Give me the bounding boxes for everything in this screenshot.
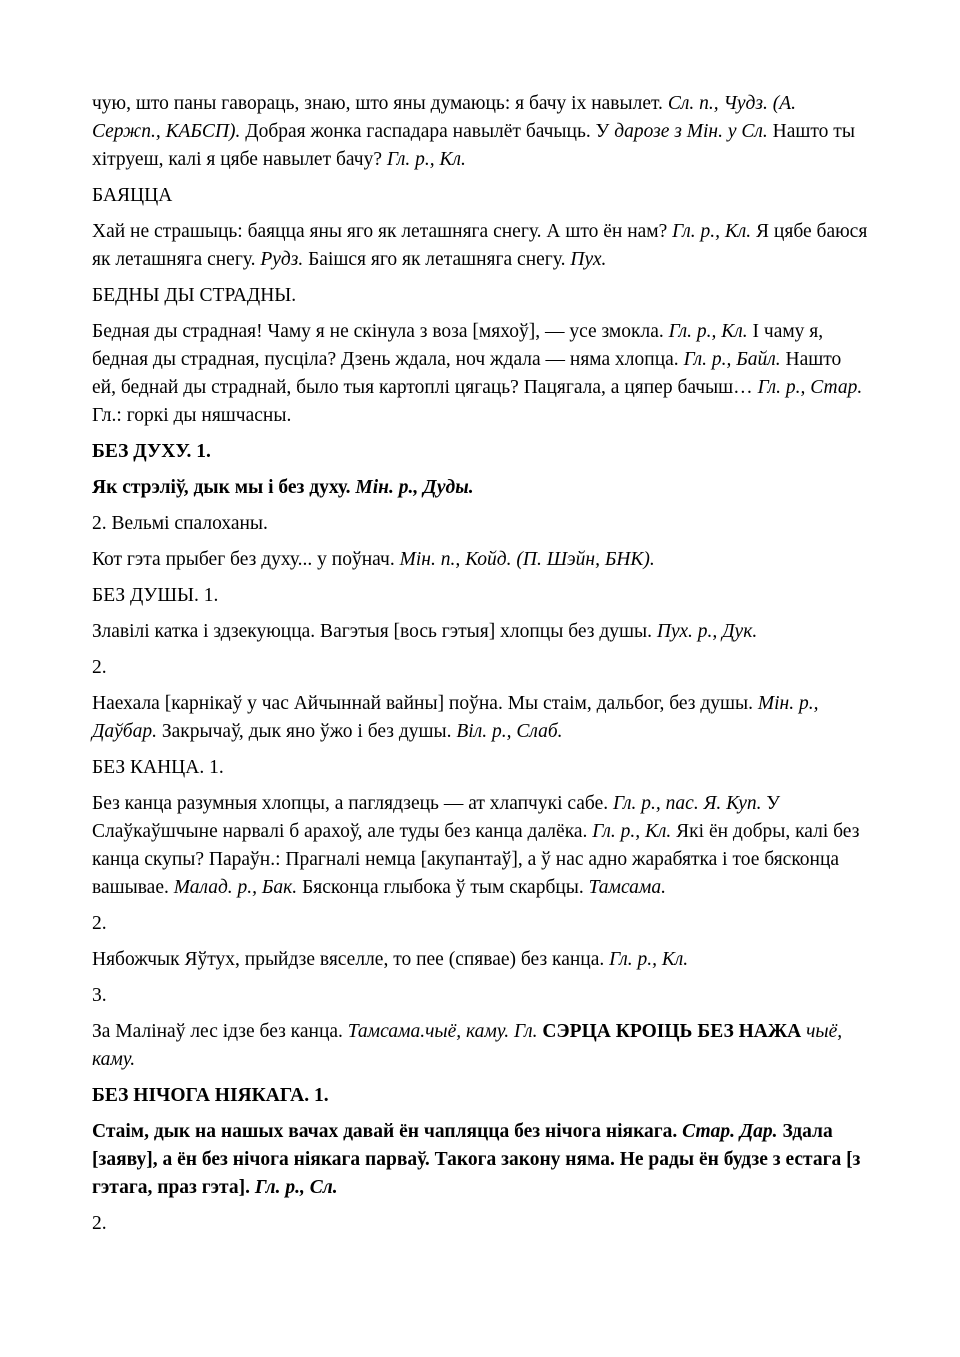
text-run: Злавілі катка і здзекуюцца. Вагэтыя [вось гэтыя] хлопцы без душы. [92,621,657,642]
text-run: Кот гэта прыбег без духу... у поўнач. [92,549,400,570]
text-run: Нябожчык Яўтух, прыйдзе вяселле, то пее (спявае) без канца. [92,949,610,970]
paragraph-bez-dukhu-sense2-example [92,546,868,574]
text-run: Гл. р., Сл. [254,1177,338,1198]
entry-heading-bez-dukhu [92,438,868,466]
text-run: Віл. р., Слаб. [456,721,563,742]
paragraph-bez-kantsa-sense2-example [92,946,868,974]
text-run: Баішся яго як леташняга снегу. [303,249,571,270]
paragraph-bez-kantsa-sense3-number [92,982,868,1010]
paragraph-bayazza-examples [92,218,868,274]
text-run: Гл. р., Байл. [683,349,781,370]
paragraph-bez-dukhu-sense1 [92,474,868,502]
text-run: Гл. р., Кл. [609,949,689,970]
text-run: Рудз. [260,249,304,270]
entry-heading-bayazza [92,182,868,210]
text-run: Здала [заяву], а ён без нічога ніякага парваў. Такога закону няма. Не рады ён будзе з естага [з гэтага, праз гэта]. [92,1121,861,1198]
entry-heading-bez-nichoha-niyakaha [92,1082,868,1110]
text-run: У Слаўкаўшчыне нарвалі б арахоў, але туды без канца далёка. [92,793,781,842]
paragraph-bedny-examples [92,318,868,430]
text-run: БЕЗ ДУХУ. 1. [92,441,211,462]
paragraph-bez-kantsa-sense3-example [92,1018,868,1074]
text-run: Нашто ей, беднай ды страднай, было тыя картоплі цягаць? Пацягала, а цяпер бачыш… [92,349,842,398]
text-run: СЭРЦА КРОІЦЬ БЕЗ НАЖА [542,1021,802,1042]
entry-heading-bez-dushy [92,582,868,610]
text-run: Як стрэліў, дык мы і без духу. [92,477,356,498]
text-run: Гл. р., Стар. [757,377,863,398]
text-run: Добрая жонка гаспадара навылёт бачыць. У [240,121,615,142]
paragraph-bez-dushy-sense1 [92,618,868,646]
text-run: Пух. [570,249,607,270]
entry-heading-bez-kantsa [92,754,868,782]
text-run: Малад. р., Бак. [173,877,298,898]
text-run: Мін. п., Койд. (П. Шэйн, БНК). [399,549,655,570]
text-run: дарозе з Мін. у Сл. [614,121,768,142]
text-run: Мін. р., Дуды. [355,477,474,498]
paragraph-bez-dushy-sense2-example [92,690,868,746]
text-run: Гл.: горкі ды няшчасны. [92,405,292,426]
text-run: Тамсама.чыё, каму. Гл. [347,1021,543,1042]
paragraph-bez-kantsa-sense1 [92,790,868,902]
paragraph-navylet-continuation [92,90,868,174]
text-run: Наехала [карнікаў у час Айчыннай вайны] поўна. Мы стаім, дальбог, без душы. [92,693,758,714]
paragraph-bez-nichoha-sense1 [92,1118,868,1202]
text-run: Стар. Дар. [682,1121,778,1142]
paragraph-bez-nichoha-sense2-number [92,1210,868,1238]
text-run: Які ён добры, калі без канца скупы? Параўн.: Прагналі немца [акупантаў], а ў нас адно жарабятка і тое бясконца вашывае. [92,821,860,898]
paragraph-bez-dukhu-sense2-definition [92,510,868,538]
text-run: Пух. р., Дук. [656,621,758,642]
text-run: Закрычаў, дык яно ўжо і без душы. [157,721,457,742]
text-run: 2. Вельмі спалоханы. [92,513,268,534]
text-run: БАЯЦЦА [92,185,173,206]
text-run: 3. [92,985,107,1006]
text-run: 2. [92,1213,107,1234]
text-run: Без канца разумныя хлопцы, а паглядзець — ат хлапчукі сабе. [92,793,613,814]
text-run: Нашто ты хітруеш, калі я цябе навылет бачу? [92,121,855,170]
text-run: Хай не страшыць: баяцца яны яго як леташняга снегу. А што ён нам? [92,221,673,242]
entry-heading-bedny-dy-stradny [92,282,868,310]
text-run: Гл. р., пас. Я. Куп. [613,793,762,814]
text-run: Гл. р., Кл. [672,221,752,242]
paragraph-bez-kantsa-sense2-number [92,910,868,938]
text-run: чыё, каму. [92,1021,843,1070]
text-run: БЕЗ ДУШЫ. 1. [92,585,219,606]
paragraph-bez-dushy-sense2-number [92,654,868,682]
text-run: За Малінаў лес ідзе без канца. [92,1021,348,1042]
text-run: чую, што паны гавораць, знаю, што яны думаюць: я бачу іх навылет. [92,93,668,114]
text-run: БЕЗ НІЧОГА НІЯКАГА. 1. [92,1085,329,1106]
text-run: Гл. р., Кл. [668,321,748,342]
text-run: Тамсама. [588,877,666,898]
text-run: Сл. п., Чудз. (А. Сержп., КАБСП). [92,93,796,142]
text-run: БЕЗ КАНЦА. 1. [92,757,224,778]
text-run: І чаму я, бедная ды страдная, пусціла? Дзень ждала, ноч ждала — няма хлопца. [92,321,824,370]
text-run: 2. [92,913,107,934]
text-run: Гл. р., Кл. [592,821,672,842]
text-run: Бясконца глыбока ў тым скарбцы. [297,877,589,898]
text-run: Я цябе баюся як леташняга снегу. [92,221,868,270]
text-run: Мін. р., Даўбар. [92,693,819,742]
text-run: Стаім, дык на нашых вачах давай ён чапляцца без нічога ніякага. [92,1121,683,1142]
text-run: Гл. р., Кл. [386,149,466,170]
text-run: Бедная ды страдная! Чаму я не скінула з воза [мяхоў], — усе змокла. [92,321,669,342]
text-run: БЕДНЫ ДЫ СТРАДНЫ. [92,285,297,306]
text-run: 2. [92,657,107,678]
